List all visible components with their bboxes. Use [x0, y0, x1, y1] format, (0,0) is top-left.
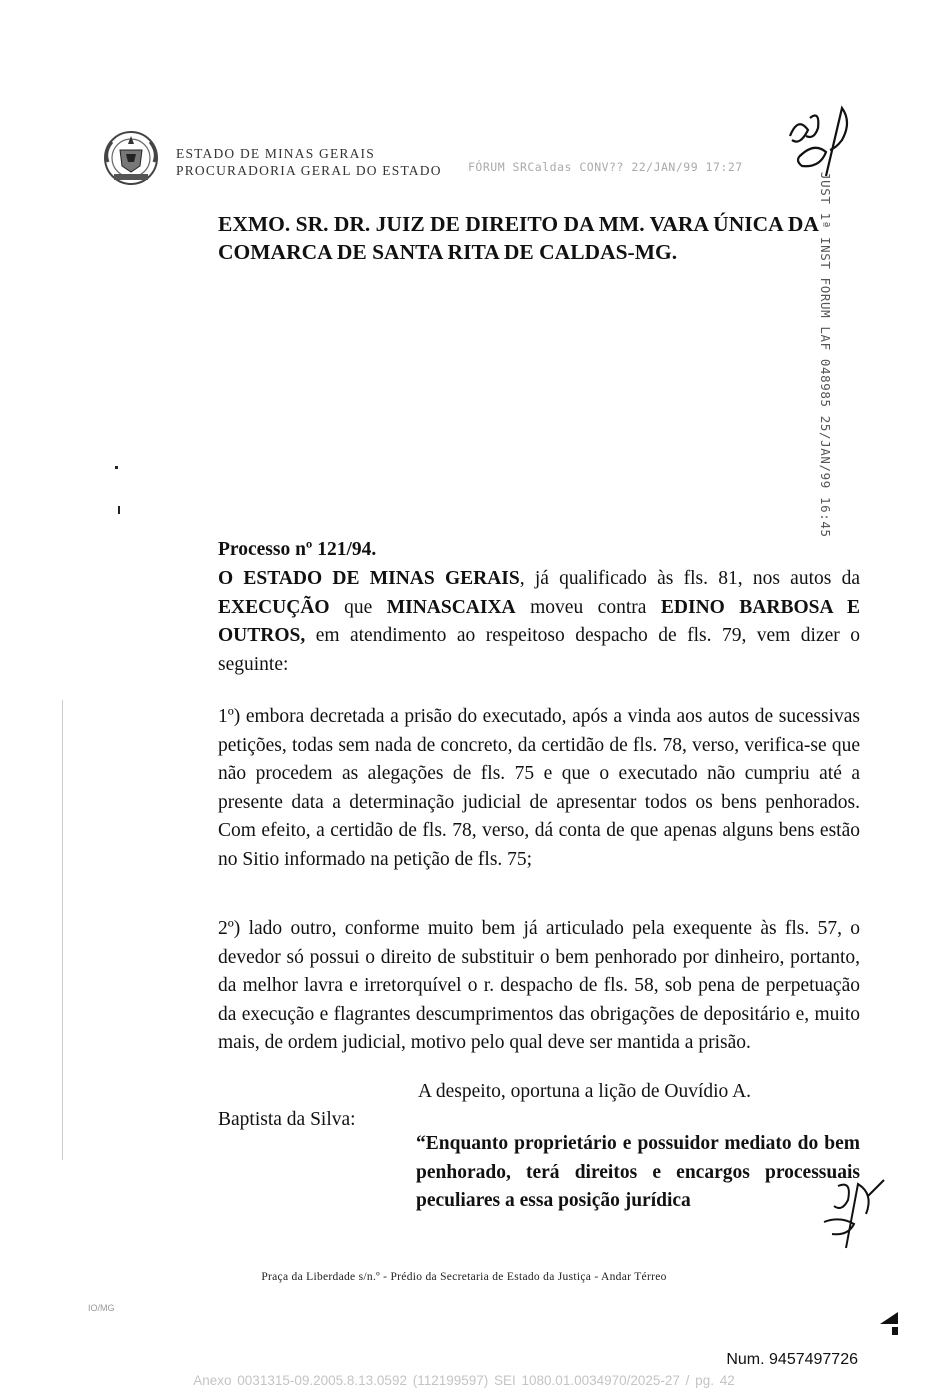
intro-text-4: em atendimento ao respeitoso despacho de fls. 79, vem dizer o seguinte:	[218, 625, 860, 675]
page-corner-marker	[876, 1310, 900, 1336]
form-code: IO/MG	[88, 1303, 115, 1313]
action-type: EXECUÇÃO	[218, 596, 330, 618]
footer-address: Praça da Liberdade s/n.º - Prédio da Secretaria de Estado da Justiça - Andar Térreo	[261, 1271, 667, 1283]
addressee-line-2: COMARCA DE SANTA RITA DE CALDAS-MG.	[218, 240, 678, 264]
citation-intro: A despeito, oportuna a lição de Ouvídio A.	[418, 1081, 752, 1102]
state-coat-of-arms-seal	[98, 128, 164, 188]
process-number: Processo nº 121/94.	[218, 539, 377, 560]
intro-text-1: , já qualificado às fls. 81, nos autos da	[519, 568, 860, 589]
plaintiff-name: MINASCAIXA	[386, 596, 516, 618]
intro-paragraph	[218, 565, 860, 679]
intro-text-3: moveu contra	[515, 596, 661, 618]
header-state-name: ESTADO DE MINAS GERAIS	[176, 146, 375, 161]
handwritten-initials	[818, 1178, 888, 1250]
scan-speck	[115, 466, 118, 469]
defendant-name: EDINO BARBOSA E OUTROS,	[218, 596, 860, 646]
addressee-heading	[218, 210, 819, 266]
annex-reference: Anexo 0031315-09.2005.8.13.0592 (112199597) SEI 1080.01.0034970/2025-27 / pg. 42	[193, 1373, 735, 1388]
intro-text-2: que	[329, 596, 387, 618]
scan-speck	[118, 506, 120, 514]
paragraph-1: 1º) embora decretada a prisão do executado, após a vinda aos autos de sucessivas petições, todas sem nada de concreto, da certidão de fls. 78, verso, verifica-se que não procedem as alegações de fls. 75 e que o executado não cumpriu até a presente data a determinação judicial de apresentar todos os bens penhorados. Com efeito, a certidão de fls. 78, verso, dá conta de que apenas alguns bens estão no Sitio informado na petição de fls. 75;	[218, 706, 860, 870]
party-name: O ESTADO DE MINAS GERAIS	[218, 568, 520, 589]
doctrine-quote: “Enquanto proprietário e possuidor mediato do bem penhorado, terá direitos e encargos processuais peculiares a essa posição jurídica	[416, 1133, 860, 1211]
citation-author: Baptista da Silva:	[218, 1109, 356, 1130]
paragraph-2: 2º) lado outro, conforme muito bem já articulado pela exequente às fls. 57, o devedor só possui o direito de substituir o bem penhorado por dinheiro, portanto, da melhor lavra e irretorquível o r. despacho de fls. 58, sob pena de perpetuação da execução e flagrantes descumprimentos das obrigações de depositário e, muito mais, de ordem judicial, motivo pelo qual deve ser mantida a prisão.	[218, 918, 860, 1053]
scan-edge-line	[62, 700, 63, 1160]
addressee-line-1: EXMO. SR. DR. JUIZ DE DIREITO DA MM. VARA ÚNICA DA	[218, 212, 819, 236]
faint-reception-stamp: FÓRUM SRCaldas CONV?? 22/JAN/99 17:27	[468, 160, 743, 174]
vertical-protocol-stamp: JUST 1ª INST FORUM LAF 048985 25/JAN/99 16:45	[818, 172, 833, 538]
document-number: Num. 9457497726	[726, 1351, 858, 1368]
header-department: PROCURADORIA GERAL DO ESTADO	[176, 163, 442, 178]
